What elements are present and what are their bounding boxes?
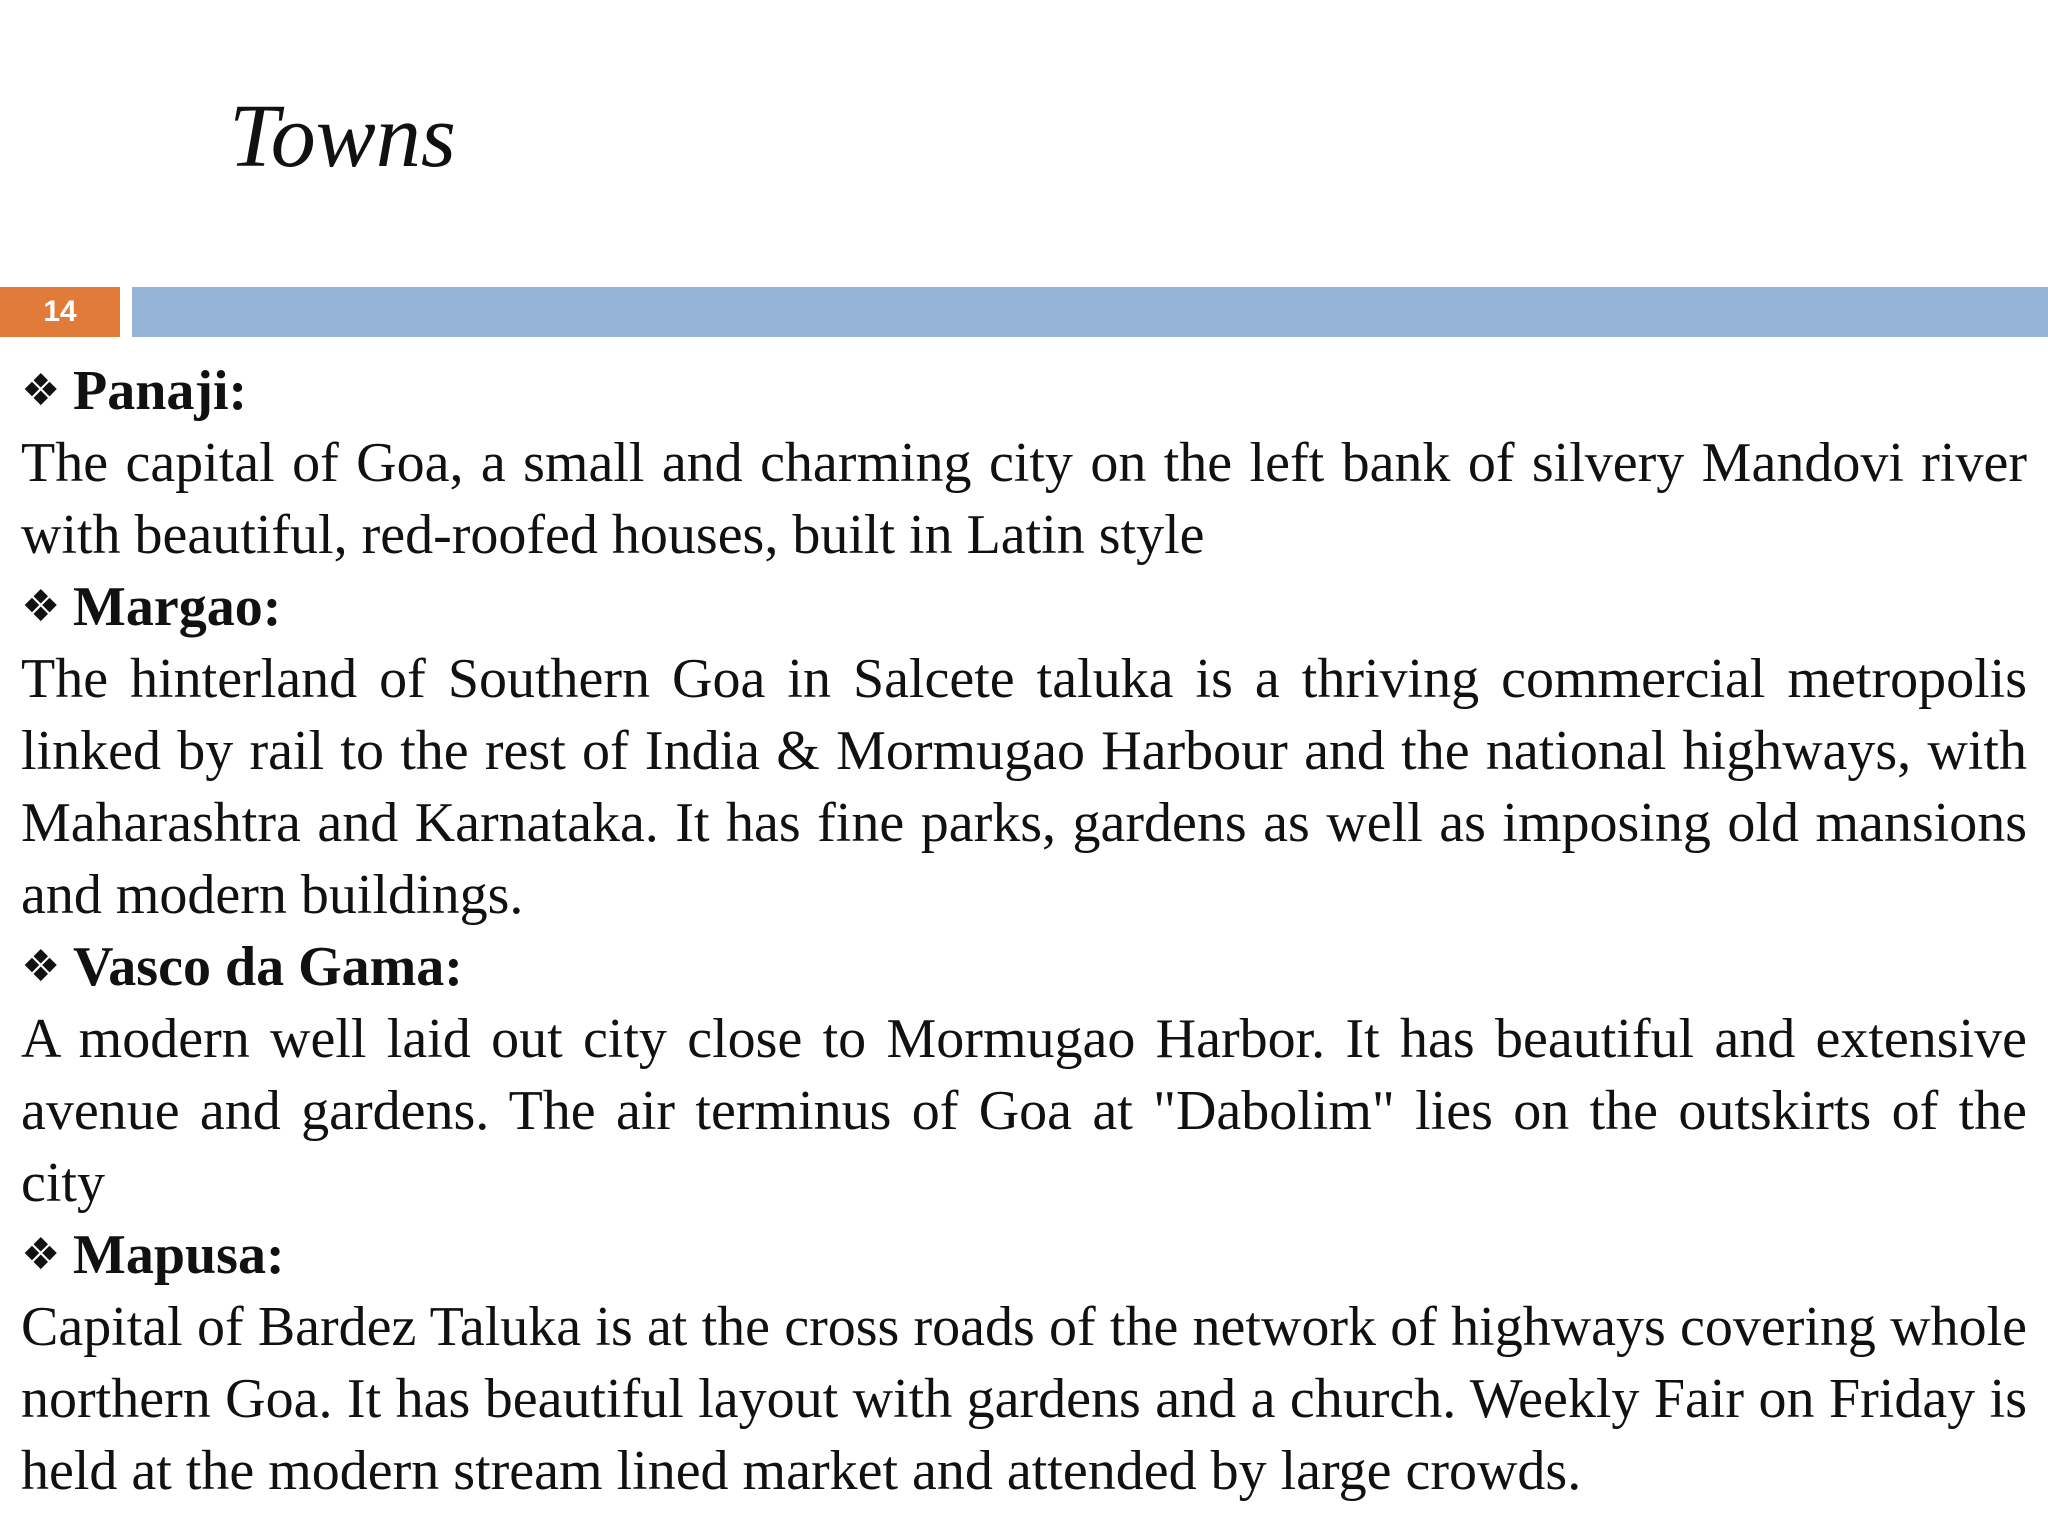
town-description: Capital of Bardez Taluka is at the cross roads of the network of highways covering whole northern Goa. It has beautiful layout with gardens and a church. Weekly Fair on Friday is held at the modern stream lined market and attended by large crowds. xyxy=(21,1296,2027,1502)
four-diamond-bullet-icon: ❖ xyxy=(21,581,61,632)
town-name: Panaji: xyxy=(73,360,248,422)
slide-number-badge xyxy=(0,287,120,337)
slide-number: 14 xyxy=(43,295,77,328)
town-name: Margao: xyxy=(73,576,282,638)
town-description: The hinterland of Southern Goa in Salcete taluka is a thriving commercial metropolis linked by rail to the rest of India & Mormugao Harbour and the national highways, with Maharashtra and Karnataka. It has fine parks, gardens as well as imposing old mansions and modern buildings. xyxy=(21,648,2027,926)
four-diamond-bullet-icon: ❖ xyxy=(21,365,61,416)
town-name: Vasco da Gama: xyxy=(73,936,463,998)
town-description: A modern well laid out city close to Mormugao Harbor. It has beautiful and extensive avenue and gardens. The air terminus of Goa at "Dabolim" lies on the outskirts of the city xyxy=(21,1008,2027,1214)
header-divider-bar xyxy=(132,287,2048,337)
town-entry-panaji xyxy=(21,355,2027,571)
town-heading xyxy=(21,355,2027,427)
town-description: The capital of Goa, a small and charming city on the left bank of silvery Mandovi river with beautiful, red-roofed houses, built in Latin style xyxy=(21,432,2027,566)
town-heading xyxy=(21,1219,2027,1291)
four-diamond-bullet-icon: ❖ xyxy=(21,941,61,992)
towns-list xyxy=(21,355,2027,1507)
town-entry-mapusa xyxy=(21,1219,2027,1507)
four-diamond-bullet-icon: ❖ xyxy=(21,1229,61,1280)
town-heading xyxy=(21,931,2027,1003)
slide-title: Towns xyxy=(229,87,456,186)
town-heading xyxy=(21,571,2027,643)
town-name: Mapusa: xyxy=(73,1224,285,1286)
town-entry-margao xyxy=(21,571,2027,931)
town-entry-vasco-da-gama xyxy=(21,931,2027,1219)
